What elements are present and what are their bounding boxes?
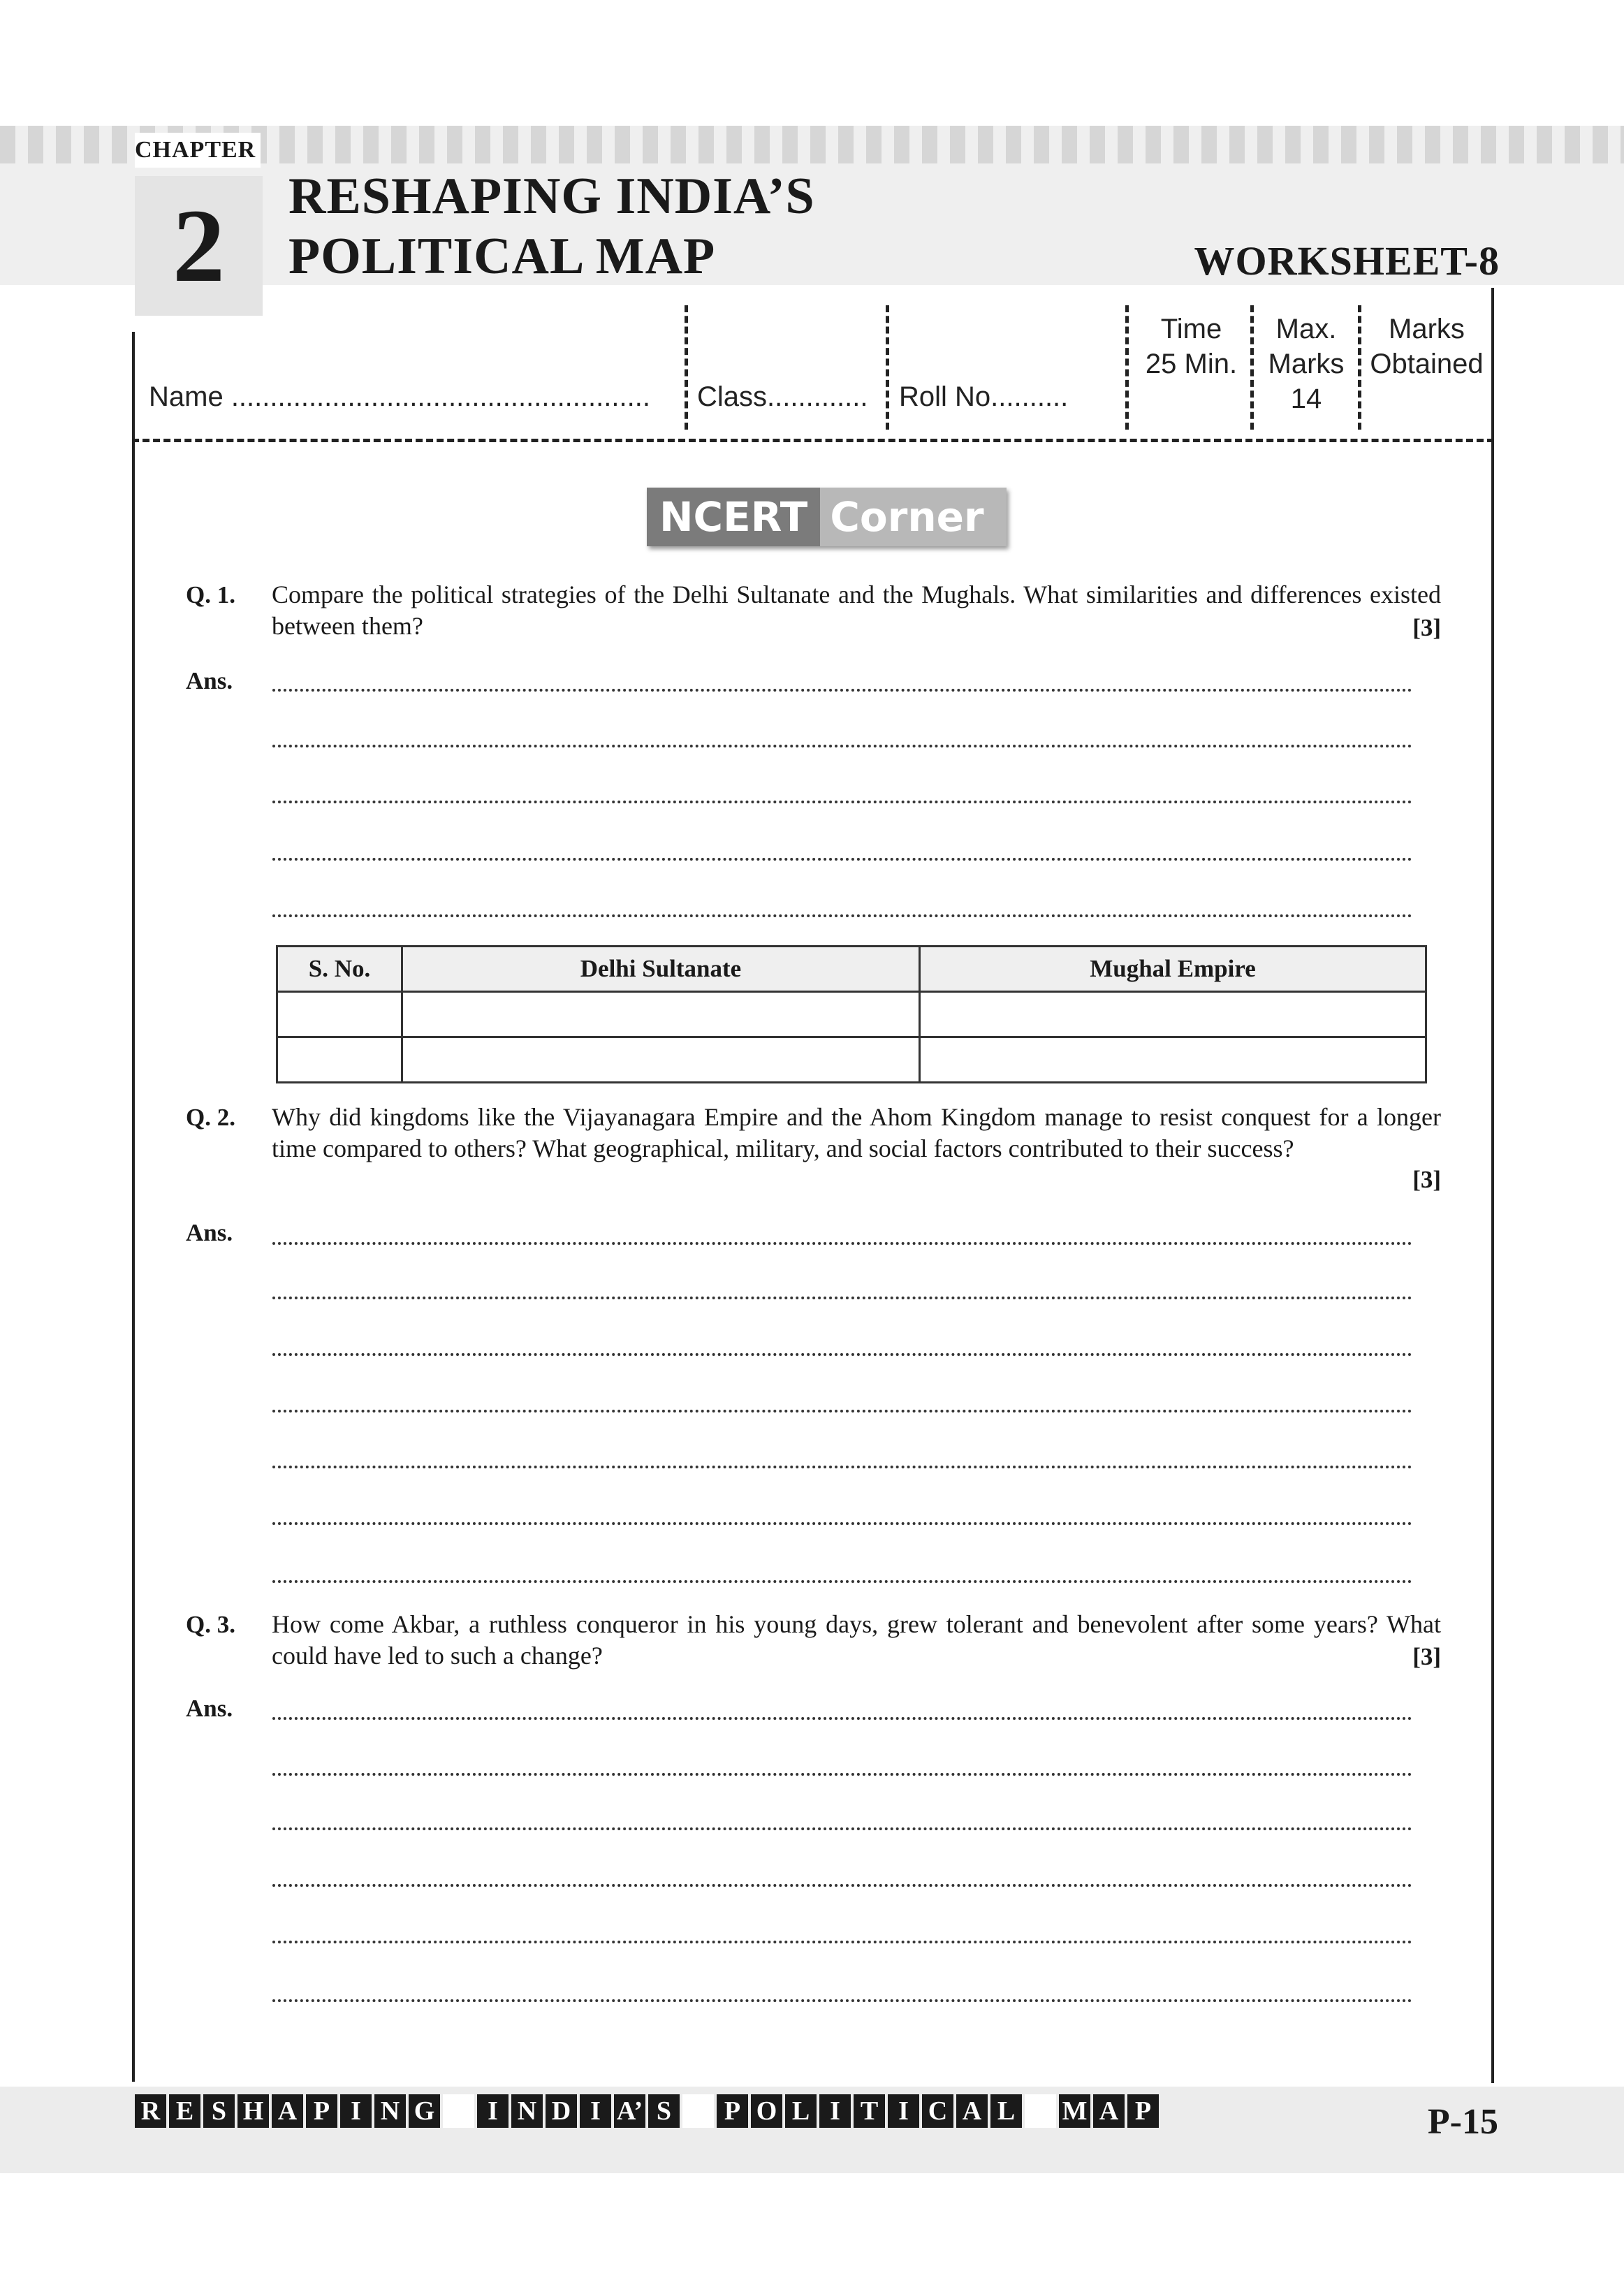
worksheet-label: WORKSHEET-8 [1194, 238, 1500, 284]
footer-letter: T [854, 2094, 885, 2128]
max-label-2: Marks [1268, 349, 1345, 379]
time-label: Time [1160, 314, 1222, 344]
footer-letter: I [477, 2094, 509, 2128]
footer-letter: S [648, 2094, 680, 2128]
table-cell[interactable] [402, 1037, 920, 1083]
max-marks-box [1254, 312, 1359, 416]
answer-line[interactable] [272, 1297, 1412, 1299]
badge-part-2: Corner [820, 488, 1006, 546]
footer-letter: D [546, 2094, 577, 2128]
question-text: How come Akbar, a ruthless conqueror in his young days, grew tolerant and benevolent after some years? What could have led to such a change? [272, 1610, 1441, 1670]
answer-line[interactable] [272, 1580, 1412, 1583]
footer-letter-strip [135, 2094, 1159, 2128]
answer-line[interactable] [272, 1410, 1412, 1412]
title-line-2: POLITICAL MAP [288, 228, 716, 285]
answer-line[interactable] [272, 1353, 1412, 1356]
footer-letter: N [511, 2094, 543, 2128]
answer-label: Ans. [186, 1219, 233, 1246]
page-number: P-15 [1427, 2102, 1498, 2142]
question-number: Q. 3. [186, 1611, 235, 1638]
question-number: Q. 1. [186, 581, 235, 608]
frame-left [132, 332, 135, 2082]
max-value: 14 [1290, 384, 1322, 414]
title-line-1: RESHAPING INDIA’S [288, 168, 815, 225]
table-row [277, 1037, 1426, 1083]
answer-line[interactable] [272, 745, 1412, 747]
table-cell[interactable] [920, 992, 1426, 1037]
footer-letter: E [169, 2094, 200, 2128]
question-text: Compare the political strategies of the Delhi Sultanate and the Mughals. What similarities and differences existed between them? [272, 581, 1441, 640]
footer-letter: A [956, 2094, 988, 2128]
answer-label: Ans. [186, 1695, 233, 1722]
divider-1 [685, 305, 688, 430]
question-number: Q. 2. [186, 1104, 235, 1131]
answer-line[interactable] [272, 1717, 1412, 1720]
footer-letter: A [272, 2094, 303, 2128]
col-delhi-sultanate: Delhi Sultanate [402, 947, 920, 992]
table-cell[interactable] [402, 992, 920, 1037]
answer-label: Ans. [186, 667, 233, 694]
footer-letter: I [580, 2094, 611, 2128]
class-field[interactable]: Class............. [697, 381, 868, 412]
info-divider [132, 439, 1494, 442]
question-text: Why did kingdoms like the Vijayanagara Empire and the Ahom Kingdom manage to resist conquest for a longer time compared to others? What geographical, military, and social factors contributed to their success? [272, 1103, 1441, 1162]
marks-obtained-box[interactable] [1362, 312, 1491, 381]
footer-letter: A [1093, 2094, 1125, 2128]
answer-line[interactable] [272, 689, 1412, 692]
footer-letter: M [1059, 2094, 1090, 2128]
footer-letter: P [1127, 2094, 1159, 2128]
footer-letter: L [990, 2094, 1022, 2128]
comparison-table [276, 945, 1427, 1083]
footer-letter: R [135, 2094, 166, 2128]
chapter-label: CHAPTER [135, 133, 261, 168]
footer-letter-gap [682, 2094, 714, 2128]
footer-letter: C [922, 2094, 953, 2128]
obtained-label-1: Marks [1389, 314, 1465, 344]
col-sno: S. No. [277, 947, 402, 992]
time-value: 25 Min. [1145, 349, 1238, 379]
table-row [277, 992, 1426, 1037]
answer-line[interactable] [272, 1941, 1412, 1943]
footer-letter: N [374, 2094, 406, 2128]
time-box [1130, 312, 1252, 381]
answer-line[interactable] [272, 1522, 1412, 1525]
footer-letter: S [203, 2094, 235, 2128]
footer-letter-gap [1025, 2094, 1056, 2128]
col-mughal-empire: Mughal Empire [920, 947, 1426, 992]
answer-line[interactable] [272, 1884, 1412, 1887]
obtained-label-2: Obtained [1370, 349, 1484, 379]
footer-letter-gap [443, 2094, 474, 2128]
footer-letter: G [409, 2094, 440, 2128]
table-cell[interactable] [277, 1037, 402, 1083]
chapter-number: 2 [135, 176, 263, 316]
footer-letter: I [340, 2094, 372, 2128]
answer-line[interactable] [272, 858, 1412, 861]
footer-letter: H [237, 2094, 269, 2128]
table-header-row [277, 947, 1426, 992]
footer-letter: I [888, 2094, 919, 2128]
footer-letter: P [717, 2094, 748, 2128]
divider-5 [1358, 305, 1361, 430]
roll-field[interactable]: Roll No.......... [899, 381, 1069, 412]
footer-letter: A’ [614, 2094, 645, 2128]
question-marks: [3] [1412, 614, 1441, 641]
divider-3 [1125, 305, 1129, 430]
footer-letter: P [306, 2094, 337, 2128]
ncert-corner-badge [647, 488, 1007, 546]
max-label-1: Max. [1275, 314, 1337, 344]
answer-line[interactable] [272, 1999, 1412, 2002]
answer-line[interactable] [272, 1242, 1412, 1245]
divider-2 [886, 305, 889, 430]
badge-part-1: NCERT [647, 488, 820, 546]
answer-line[interactable] [272, 1773, 1412, 1776]
name-field[interactable]: Name ...................................................... [149, 381, 650, 412]
answer-line[interactable] [272, 914, 1412, 917]
frame-right [1491, 288, 1494, 2083]
answer-line[interactable] [272, 1827, 1412, 1830]
footer-letter: I [819, 2094, 851, 2128]
question-marks: [3] [1412, 1166, 1441, 1193]
table-cell[interactable] [277, 992, 402, 1037]
question-marks: [3] [1412, 1643, 1441, 1670]
footer-letter: L [785, 2094, 817, 2128]
footer-letter: O [751, 2094, 782, 2128]
table-cell[interactable] [920, 1037, 1426, 1083]
answer-line[interactable] [272, 801, 1412, 803]
chapter-title [288, 166, 815, 286]
answer-line[interactable] [272, 1466, 1412, 1468]
